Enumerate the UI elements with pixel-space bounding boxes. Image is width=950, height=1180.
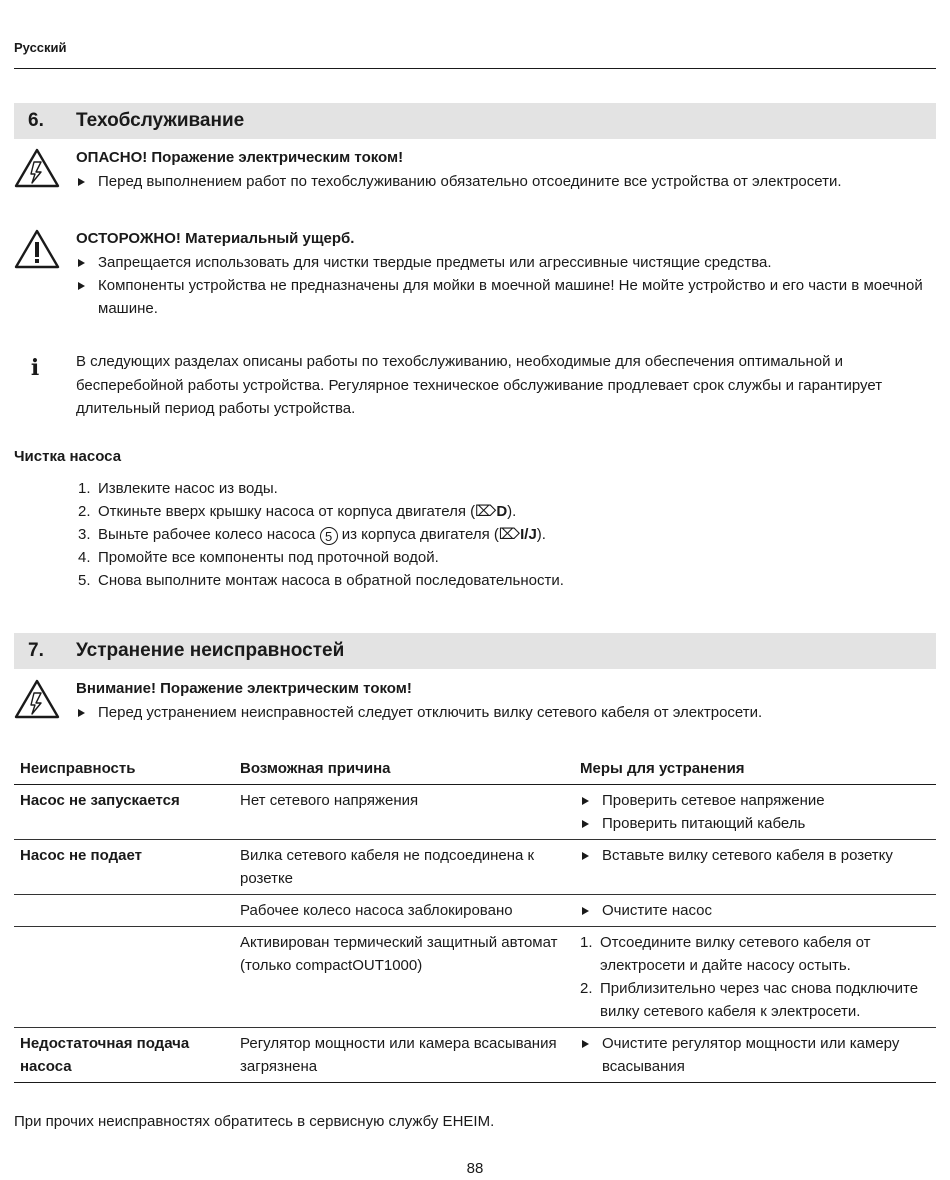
list-item: Очистите насос: [580, 899, 930, 922]
remedy-cell: [566, 1028, 936, 1083]
section-heading-troubleshooting: [14, 633, 936, 669]
column-header: Возможная причина: [234, 755, 566, 785]
troubleshooting-table: [14, 755, 936, 1083]
part-number-badge: 5: [320, 527, 338, 545]
table-row: [14, 840, 936, 895]
cause-cell: Регулятор мощности или камера всасывания загрязнена: [234, 1028, 566, 1083]
caution-heading: ОСТОРОЖНО! Материальный ущерб.: [76, 230, 355, 247]
section-number: 6.: [28, 110, 44, 131]
fault-cell: [14, 895, 234, 927]
cause-cell: Рабочее колесо насоса заблокировано: [234, 895, 566, 927]
figure-reference-icon: ⌦: [475, 503, 497, 520]
section-title: Устранение неисправностей: [76, 640, 345, 661]
fault-cell: Недостаточная подача насоса: [14, 1028, 234, 1083]
cause-cell: Вилка сетевого кабеля не подсоединена к розетке: [234, 840, 566, 895]
fault-cell: Насос не подает: [14, 840, 234, 895]
header-rule: [14, 68, 936, 69]
electric-shock-warning-icon: [14, 679, 60, 719]
table-row: [14, 927, 936, 1028]
list-item: 3. Выньте рабочее колесо насоса 5 из корпуса двигателя (⌦I/J).: [78, 526, 546, 544]
table-row: [14, 785, 936, 840]
column-header: Неисправность: [14, 755, 234, 785]
service-note: При прочих неисправностях обратитесь в сервисную службу EHEIM.: [14, 1113, 495, 1130]
list-item: Запрещается использовать для чистки твердые предметы или агрессивные чистящие средства.: [76, 251, 936, 274]
cause-cell: Нет сетевого напряжения: [234, 785, 566, 840]
figure-reference-icon: ⌦: [498, 526, 521, 543]
list-item: Очистите регулятор мощности или камеру всасывания: [580, 1032, 930, 1078]
section-heading-maintenance: [14, 103, 936, 139]
exclamation-warning-icon: [14, 229, 60, 269]
remedy-cell: [566, 927, 936, 1028]
list-item: Вставьте вилку сетевого кабеля в розетку: [580, 844, 930, 867]
section-number: 7.: [28, 640, 44, 661]
remedy-cell: [566, 895, 936, 927]
list-item: 1. Извлеките насос из воды.: [78, 480, 278, 497]
fault-cell: Насос не запускается: [14, 785, 234, 840]
list-item: Перед устранением неисправностей следует отключить вилку сетевого кабеля от электросети.: [76, 701, 936, 724]
remedy-cell: [566, 785, 936, 840]
danger-heading: ОПАСНО! Поражение электрическим током!: [76, 149, 404, 166]
list-item: Компоненты устройства не предназначены для мойки в моечной машине! Не мойте устройство и его части в моечной машине.: [76, 274, 936, 320]
table-header-row: [14, 755, 936, 785]
list-item: 5. Снова выполните монтаж насоса в обратной последовательности.: [78, 572, 564, 589]
electric-shock-warning-icon: [14, 148, 60, 188]
list-item: 4. Промойте все компоненты под проточной водой.: [78, 549, 439, 566]
list-item: 2. Приблизительно через час снова подключите вилку сетевого кабеля к электросети.: [580, 980, 919, 1020]
table-row: [14, 895, 936, 927]
column-header: Меры для устранения: [566, 755, 936, 785]
attention-heading: Внимание! Поражение электрическим током!: [76, 680, 412, 697]
list-item: Проверить сетевое напряжение: [580, 789, 930, 812]
cleaning-heading: Чистка насоса: [14, 448, 122, 465]
list-item: Проверить питающий кабель: [580, 812, 930, 835]
cause-cell: Активирован термический защитный автомат (только compactOUT1000): [234, 927, 566, 1028]
list-item: Перед выполнением работ по техобслуживанию обязательно отсоедините все устройства от электросети.: [76, 170, 936, 193]
info-icon: i: [30, 355, 40, 381]
page-number: 88: [466, 1160, 484, 1177]
list-item: 2. Откиньте вверх крышку насоса от корпуса двигателя (⌦D).: [78, 503, 517, 520]
section-title: Техобслуживание: [76, 110, 245, 131]
fault-cell: [14, 927, 234, 1028]
table-row: [14, 1028, 936, 1083]
list-item: 1. Отсоедините вилку сетевого кабеля от электросети и дайте насосу остыть.: [580, 934, 871, 974]
remedy-cell: [566, 840, 936, 895]
cleaning-steps: [78, 477, 564, 592]
info-text: В следующих разделах описаны работы по техобслуживанию, необходимые для обеспечения оптимальной и бесперебойной работы устройства. Регулярное техническое обслуживание продлевает срок службы и гарантирует длительный период работы устройства.: [76, 353, 883, 417]
page-language: Русский: [14, 40, 67, 55]
